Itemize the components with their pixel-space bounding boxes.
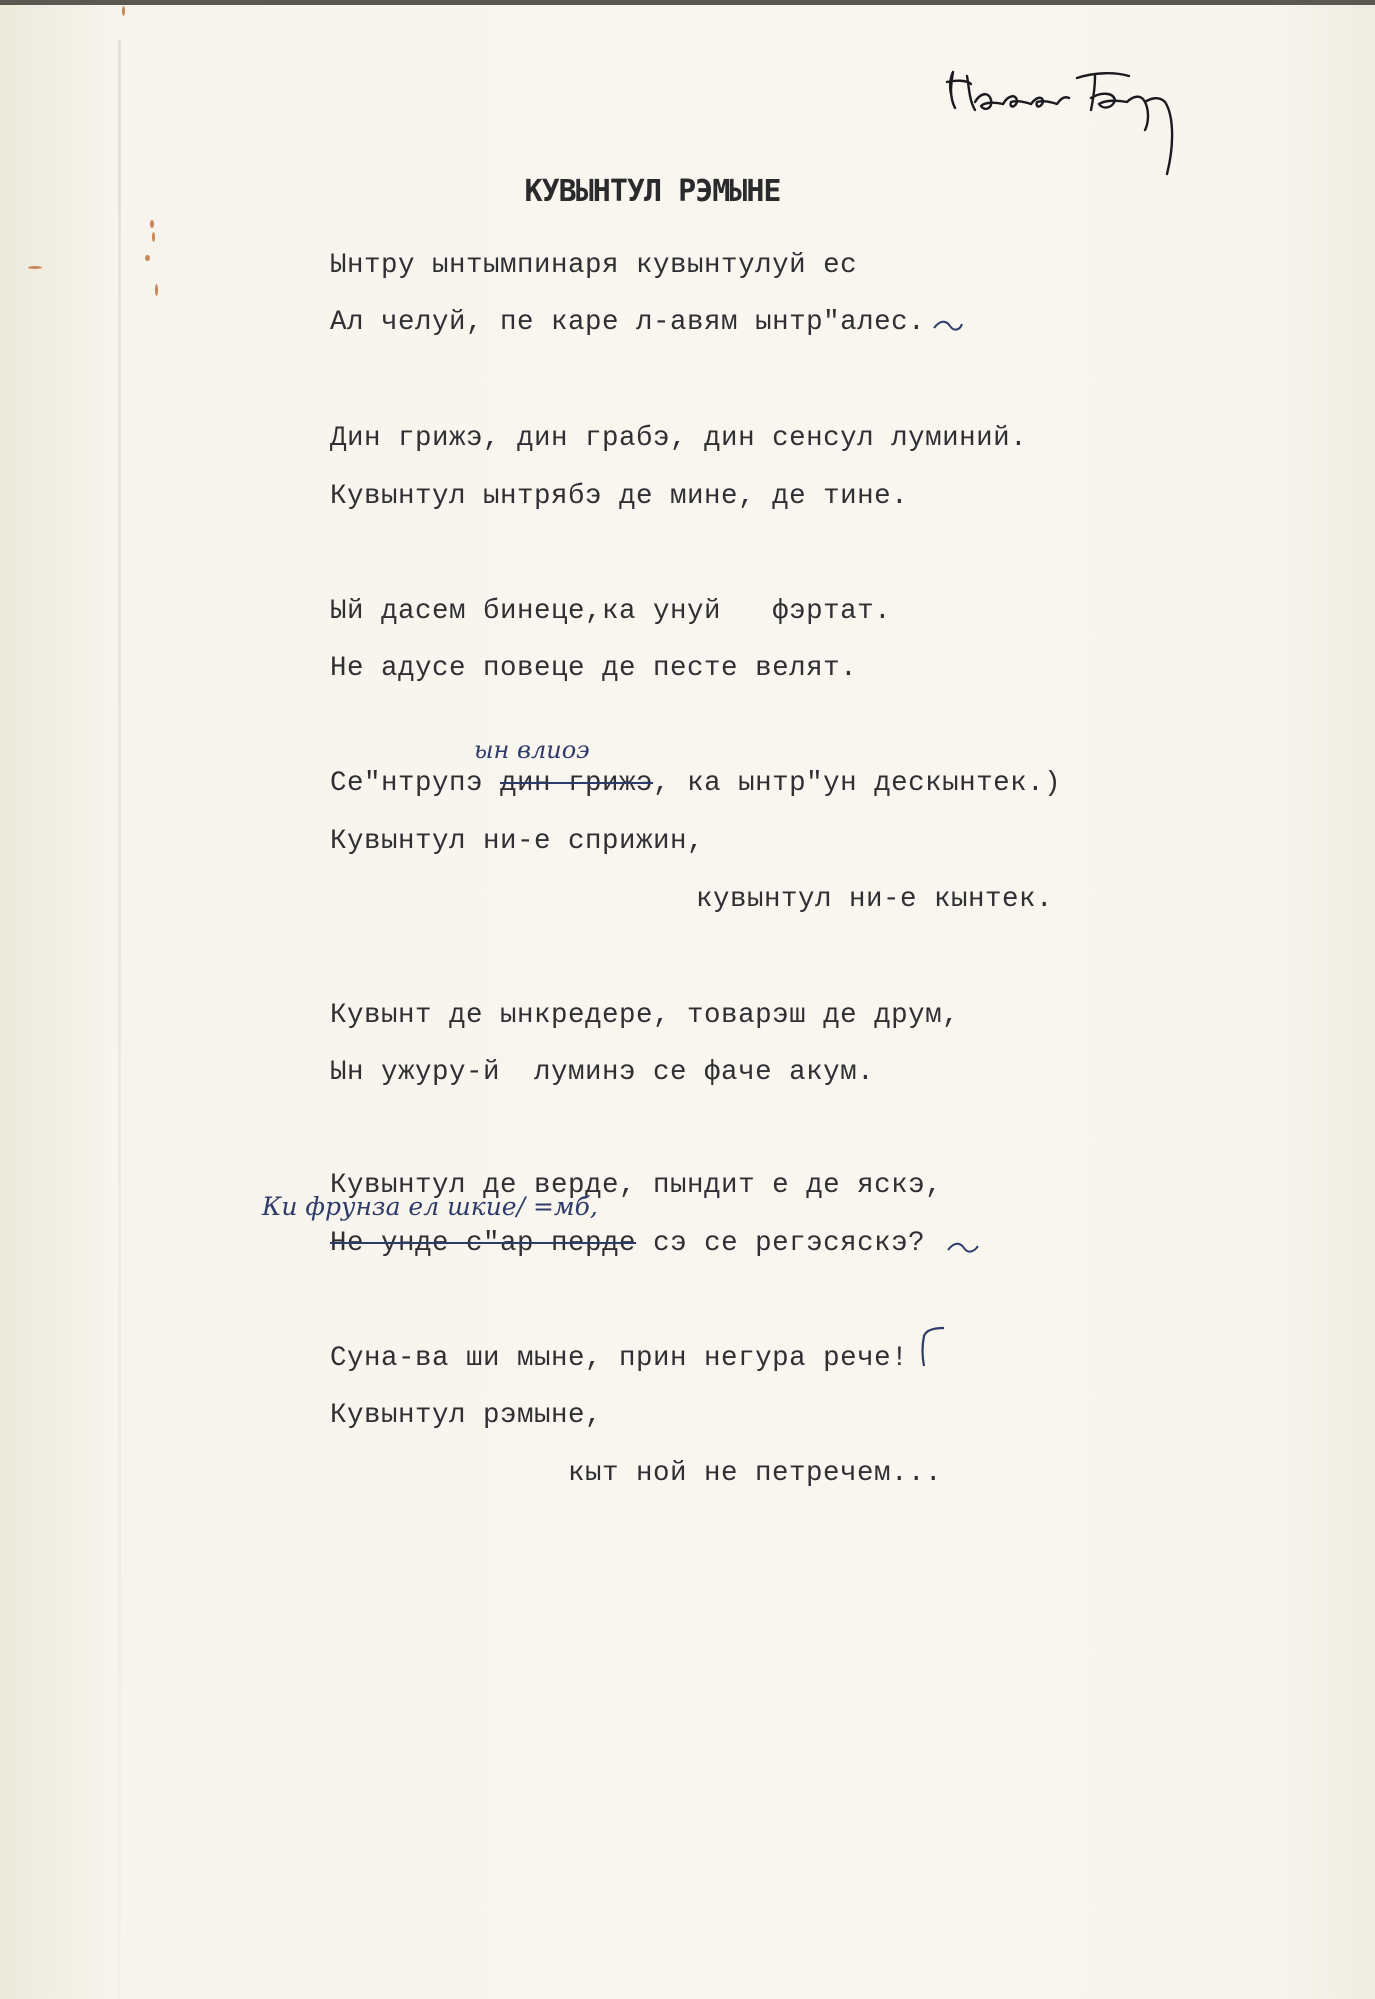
rust-stain (150, 220, 154, 228)
poem-line: Ал челуй, пе каре л-авям ынтр"алес. (330, 307, 926, 338)
handwritten-bracket-mark (912, 1324, 948, 1370)
struck-text: Не унде с"ар перде (330, 1228, 637, 1259)
poem-line: Кувынтул ынтрябэ де мине, де тине. (330, 481, 909, 512)
poem-line: Кувынтул рэмыне, (330, 1400, 603, 1431)
handwritten-insertion: ын влиоэ (474, 736, 590, 764)
handwritten-tilde-mark (946, 1240, 980, 1256)
poem-line: Не адусе повеце де песте велят. (330, 653, 858, 684)
page-top-edge (0, 0, 1375, 5)
rust-stain (152, 232, 155, 242)
poem-line: кыт ной не петречем... (568, 1458, 943, 1489)
line-text: сэ се регэсяскэ? (636, 1228, 926, 1259)
handwritten-tilde-mark (932, 318, 964, 334)
poem-line: Ын ужуру-й луминэ се фаче акум. (330, 1057, 875, 1088)
poem-line: Ый дасем бинеце,ка унуй фэртат. (330, 596, 892, 627)
poem-line: кувынтул ни-е кынтек. (696, 884, 1054, 915)
poem-line: Кувынтул де верде, пындит е де яскэ, (330, 1170, 943, 1201)
poem-line: Дин грижэ, дин грабэ, дин сенсул луминий. (330, 423, 1028, 454)
poem-line: Кувынт де ынкредере, товарэш де друм, (330, 1000, 960, 1031)
poem-title: КУВЫНТУЛ РЭМЫНЕ (524, 174, 781, 209)
struck-text: дин грижэ (500, 768, 654, 799)
line-text: , ка ынтр"ун дескынтек.) (653, 768, 1062, 799)
poem-line: Ынтру ынтымпинаря кувынтулуй ес (330, 250, 858, 281)
handwritten-signature (945, 62, 1230, 192)
poem-line (330, 768, 1061, 799)
poem-line: Суна-ва ши мыне, прин негура рече! (330, 1343, 909, 1374)
paper-fold (118, 40, 121, 1999)
rust-stain (28, 266, 42, 269)
poem-line: Кувынтул ни-е сприжин, (330, 826, 705, 857)
line-text: Се"нтрупэ (330, 768, 501, 799)
rust-stain (122, 6, 125, 16)
rust-stain (155, 284, 158, 296)
handwritten-insertion: Ки фрунза ел шкие/ =мб, (262, 1192, 598, 1221)
rust-stain (145, 255, 150, 261)
poem-line (330, 1228, 925, 1259)
